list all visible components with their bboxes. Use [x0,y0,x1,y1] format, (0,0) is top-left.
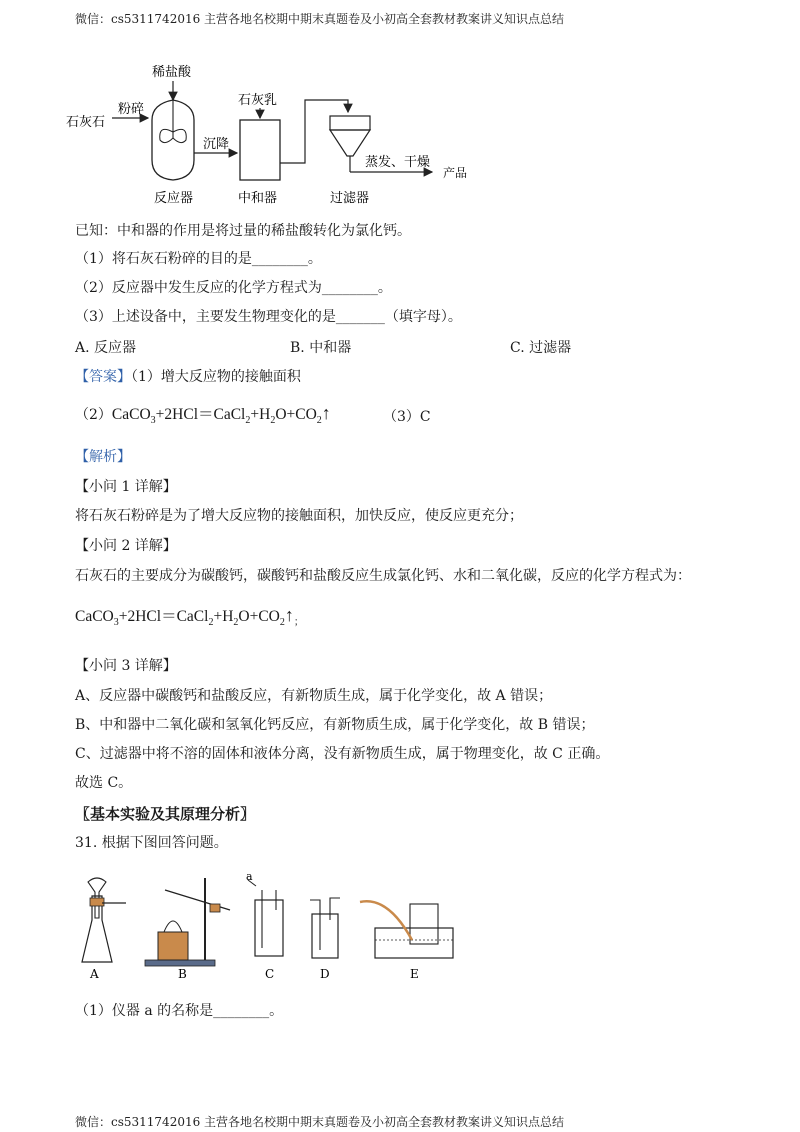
analysis-paragraph-1: 将石灰石粉碎是为了增大反应物的接触面积，加快反应，使反应更充分； [75,508,523,524]
sub-question-3-heading: 【小问 3 详解】 [75,658,177,674]
question-31-stem: 31. 根据下图回答问题。 [75,835,228,851]
raw-material-label: 石灰石 [66,115,106,130]
analysis-paragraph-2: 石灰石的主要成分为碳酸钙，碳酸钙和盐酸反应生成氯化钙、水和二氧化碳，反应的化学方程式为： [75,568,691,584]
analysis-paragraph-3c: C、过滤器中将不溶的固体和液体分离，没有新物质生成，属于物理变化，故 C 正确。 [75,746,610,762]
answer-1: （1）增大反应物的接触面积 [131,369,301,385]
question-31-part-1: （1）仪器 a 的名称是________。 [75,1003,284,1019]
answer-line-1 [75,366,301,386]
sub-question-2-heading: 【小问 2 详解】 [75,538,177,554]
acid-label: 稀盐酸 [152,65,192,80]
label-a: A [90,967,99,981]
reactor-vessel [152,100,194,180]
page-header: 微信：cs5311742016 主营各地名校期中期末真题卷及小初高全套教材教案讲义知识点总结 [75,12,565,26]
label-e: E [410,967,419,981]
apparatus-diagram [70,870,470,985]
conclusion: 故选 C。 [75,775,133,791]
apparatus-a [82,878,126,962]
answer-2-prefix: （2） [75,407,112,423]
settle-label: 沉降 [203,137,230,152]
section-title: 〖基本实验及其原理分析〗 [75,805,256,823]
answer-3: （3）C [383,409,431,425]
option-b: B. 中和器 [290,340,352,356]
question-2: （2）反应器中发生反应的化学方程式为________。 [75,280,392,296]
label-d: D [320,967,330,981]
lime-milk-label: 石灰乳 [238,93,278,108]
reactor-label: 反应器 [154,191,194,206]
filter-label: 过滤器 [330,191,370,206]
question-1: （1）将石灰石粉碎的目的是________。 [75,251,322,267]
answer-tag: 【答案】 [75,369,131,385]
chemical-equation-2: $CaCO_3+2HCl=CaCl_2+H_2O+CO_2↑_;$ [75,605,304,629]
known-statement: 已知：中和器的作用是将过量的稀盐酸转化为氯化钙。 [75,223,411,239]
evaporate-dry-label: 蒸发、干燥 [365,155,431,170]
crush-label: 粉碎 [118,102,145,117]
option-a: A. 反应器 [75,340,137,356]
apparatus-d [310,898,340,958]
option-c: C. 过滤器 [510,340,572,356]
page-footer: 微信：cs5311742016 主营各地名校期中期末真题卷及小初高全套教材教案讲义知识点总结 [75,1115,565,1129]
answer-line-2 [75,402,331,426]
analysis-paragraph-3a: A、反应器中碳酸钙和盐酸反应，有新物质生成，属于化学变化，故 A 错误； [75,688,553,704]
label-b: B [178,967,187,981]
analysis-paragraph-3b: B、中和器中二氧化碳和氢氧化钙反应，有新物质生成，属于化学变化，故 B 错误； [75,717,595,733]
apparatus-c [248,880,283,956]
question-3: （3）上述设备中，主要发生物理变化的是_______（填字母）。 [75,309,462,325]
apparatus-e [360,901,453,958]
analysis-tag: 【解析】 [75,449,131,465]
apparatus-b [145,878,230,966]
label-instrument-a: a [246,870,253,883]
sub-question-1-heading: 【小问 1 详解】 [75,479,177,495]
neutralizer-label: 中和器 [238,191,278,206]
chemical-equation-1: $CaCO_3+2HCl=CaCl_2+H_2O+CO_2↑$ [111,403,331,427]
product-label: 产品 [443,166,468,180]
label-c: C [265,967,275,981]
neutralizer-tank [240,120,280,180]
process-flow-diagram [60,60,490,210]
